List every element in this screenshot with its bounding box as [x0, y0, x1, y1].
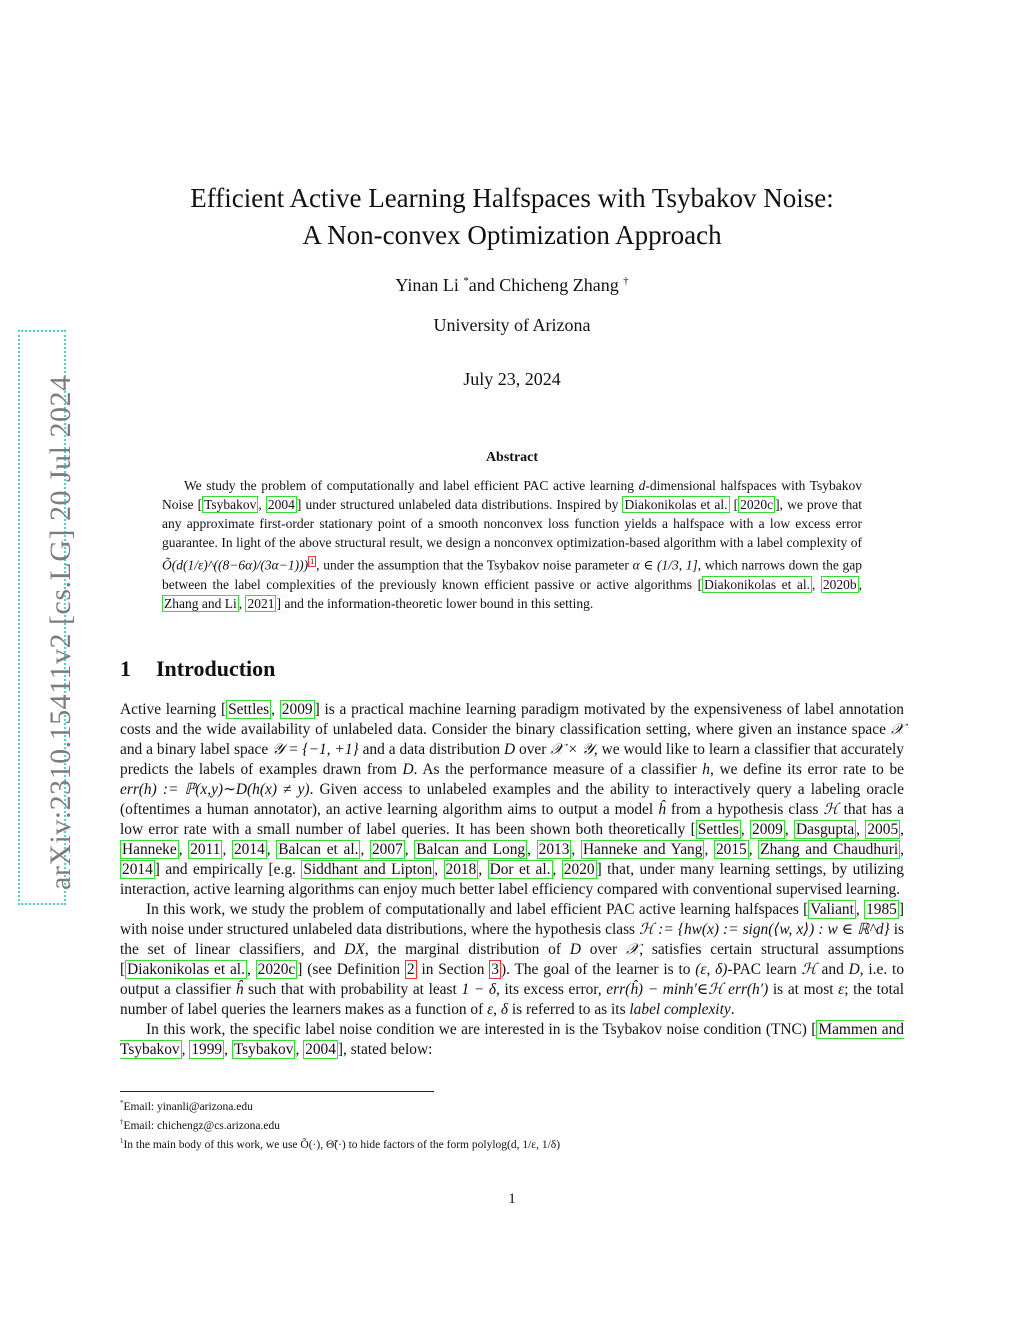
author-and: and: [468, 275, 495, 295]
text: and a data distribution: [358, 741, 504, 758]
math: ℋ: [801, 961, 817, 978]
citation-link[interactable]: Hanneke and Yang: [582, 841, 703, 858]
text: Active learning [: [120, 701, 227, 718]
author-2: Chicheng Zhang: [499, 275, 619, 295]
text: , i.e. to output a classifier: [120, 961, 905, 998]
abstract-paragraph: We study the problem of computationally and label efficient PAC active learning d-dimensional halfspaces with Tsybakov Noise [ Tsybakov , 2004 ] under structured unlabeled data distributions. Inspired by Diakonikolas et al. [ 2020c ], we prove that any approximate first-order stationary point of a smooth nonconvex loss function yields a halfspace with a low excess error guarantee. In light of the above structural result, we design a nonconvex optimization-based algorithm with a label complexity of Õ(d(1/ε)^((8−6α)/(3α−1))) $^1$ , under the assumption that the Tsybakov noise parameter α ∈ (1/3, 1], which narrows down the gap between the label complexities of the previously known efficient passive or active algorithms [ Diakonikolas et al. , 2020b , Zhang and Li , 2021 ] and the information-theoretic lower bound in this setting.: [162, 478, 862, 611]
math: ĥ: [235, 981, 244, 998]
text: ] that, under many learning settings, by utilizing interaction, active learning algorithms can enjoy much better label efficiency compared with conventional supervised learning.: [120, 861, 904, 898]
citation-link[interactable]: Diakonikolas et al.: [127, 961, 245, 978]
math: 𝒳: [625, 941, 640, 958]
text: ] (see Definition: [297, 961, 405, 978]
text: -dimensional halfspaces with Tsybakov Noise [: [162, 478, 862, 512]
math: err(h) := ℙ(x,y)∼D(h(x) ≠ y): [120, 781, 310, 798]
math: ε: [838, 981, 845, 998]
math: 𝒳: [890, 721, 904, 738]
citation-link[interactable]: 2014: [233, 841, 265, 858]
text: is the set of linear classifiers, and: [120, 921, 904, 958]
text: that has a low error rate with a small number of label queries. It has been shown both theoretically [: [120, 801, 904, 838]
emphasis: label complexity: [629, 1001, 731, 1018]
text: is referred to as its: [508, 1001, 630, 1018]
introduction-body: [120, 700, 904, 1060]
paper-title: [120, 180, 904, 254]
author-1: Yinan Li: [395, 275, 459, 295]
citation-link[interactable]: 2004: [267, 497, 295, 512]
math: (ε, δ): [695, 961, 728, 978]
citation-link[interactable]: 2018: [445, 861, 477, 878]
page-number: 1: [508, 1191, 516, 1207]
citation-link[interactable]: Balcan et al.: [278, 841, 359, 858]
math: ĥ: [658, 801, 666, 818]
citation-link[interactable]: 2020b: [822, 576, 857, 592]
citation-link[interactable]: Valiant: [810, 901, 854, 918]
citation-link[interactable]: 2009: [752, 821, 783, 838]
citation-link[interactable]: Zhang and Chaudhuri: [760, 841, 899, 858]
text: ] and the information-theoretic lower bound in this setting.: [276, 595, 594, 611]
text: from a hypothesis class: [665, 801, 824, 818]
citation-link[interactable]: 2020: [563, 861, 595, 878]
footnotes: [120, 1096, 904, 1152]
footnote-text: Email: chichengz@cs.arizona.edu: [123, 1119, 280, 1132]
footnote-mark: †: [120, 1118, 124, 1126]
text: ] and empirically [e.g.: [154, 861, 302, 878]
citation-link[interactable]: Settles: [228, 701, 270, 718]
text: , the marginal distribution of: [364, 941, 570, 958]
footnote-3: [120, 1134, 904, 1153]
citation-link[interactable]: 2014: [122, 861, 153, 878]
definition-link[interactable]: 2: [406, 961, 415, 978]
text: -PAC learn: [727, 961, 802, 978]
text: .: [730, 1001, 735, 1018]
citation-link[interactable]: Diakonikolas et al.: [624, 497, 728, 512]
paragraph-3: In this work, the specific label noise condition we are interested in is the Tsybakov noise condition (TNC) [ Mammen and Tsybakov , 1999 , Tsybakov , 2004 ], stated below:: [120, 1021, 904, 1058]
date: July 23, 2024: [463, 369, 561, 389]
text: is at most: [768, 981, 839, 998]
math: α ∈ (1/3, 1]: [632, 557, 698, 573]
math: 1 − δ: [461, 981, 496, 998]
math: d: [638, 478, 646, 493]
section-link[interactable]: 3: [491, 961, 499, 978]
citation-link[interactable]: 2009: [281, 701, 313, 718]
math: h: [702, 761, 710, 778]
section-number: 1: [120, 656, 131, 681]
text: over: [515, 741, 551, 758]
citation-link[interactable]: 1985: [866, 901, 897, 918]
text: , we would like to learn a classifier that accurately predicts the labels of examples drawn from: [120, 741, 904, 778]
math: 𝒴 = {−1, +1}: [272, 741, 359, 758]
citation-link[interactable]: 2021: [247, 595, 275, 611]
text: ] is a practical machine learning paradigm motivated by the expensiveness of label annotation costs and the wide availability of unlabeled data. Consider the binary classification setting, where given an instance space: [120, 701, 904, 738]
footnote-mark: 1: [120, 1137, 124, 1145]
text: . Given access to unlabeled examples and the ability to interactively query a labeling oracle (oftentimes a human annotator), an active learning algorithm aims to output a model: [120, 781, 904, 818]
math: 𝒳 × 𝒴: [550, 741, 594, 758]
text: We study the problem of computationally and label efficient PAC active learning: [184, 478, 639, 493]
text: In this work, the specific label noise condition we are interested in is the Tsybakov noise condition (TNC) [: [146, 1021, 817, 1038]
text: In this work, we study the problem of computationally and label efficient PAC active learning halfspaces [: [146, 901, 809, 918]
text: . As the performance measure of a classifier: [413, 761, 703, 778]
text: over: [580, 941, 626, 958]
text: ). The goal of the learner is to: [500, 961, 696, 978]
text: , satisfies certain structural assumptions [: [120, 941, 904, 978]
citation-link[interactable]: 2013: [538, 841, 570, 858]
math: err(ĥ) − minh′∈ℋ err(h′): [606, 981, 769, 998]
abstract-body: [162, 476, 862, 613]
text: in Section: [416, 961, 490, 978]
affiliation: University of Arizona: [433, 315, 591, 335]
abstract-heading: Abstract: [485, 450, 539, 465]
authors: [120, 275, 904, 296]
math: D: [402, 761, 414, 778]
title-line-1: Efficient Active Learning Halfspaces with Tsybakov Noise:: [190, 183, 834, 213]
text: , under the assumption that the Tsybakov noise parameter: [316, 557, 633, 573]
paragraph-1: Active learning [ Settles , 2009 ] is a practical machine learning paradigm motivated by the expensiveness of label annotation costs and the wide availability of unlabeled data. Consider the binary classification setting, where given an instance space 𝒳 and a binary label space 𝒴 = {−1, +1} and a data distribution D over 𝒳 × 𝒴, we would like to learn a classifier that accurately predicts the labels of examples drawn from D. As the performance measure of a classifier h, we define its error rate to be err(h) := ℙ(x,y)∼D(h(x) ≠ y). Given access to unlabeled examples and the ability to interactively query a labeling oracle (oftentimes a human annotator), an active learning algorithm aims to output a model ĥ from a hypothesis class ℋ that has a low error rate with a small number of label queries. It has been shown both theoretically [ Settles , 2009 , Dasgupta , 2005 , Hanneke , 2011 , 2014 , Balcan et al. , 2007 , Balcan and Long , 2013 , Hanneke and Yang , 2015 , Zhang and Chaudhuri , 2014 ] and empirically [e.g. Siddhant and Lipton , 2018 , Dor et al. , 2020 ] that, under many learning settings, by utilizing interaction, active learning algorithms can enjoy much better label efficiency compared with conventional supervised learning.: [120, 701, 905, 898]
citation-link[interactable]: Settles: [697, 821, 739, 838]
text: ] with noise under structured unlabeled data distributions, where the hypothesis class: [120, 901, 905, 938]
citation-link[interactable]: Mammen and Tsybakov: [120, 1021, 904, 1058]
math: Õ(d(1/ε)^((8−6α)/(3α−1))): [162, 557, 309, 573]
citation-link[interactable]: Siddhant and Lipton: [303, 861, 433, 878]
citation-link[interactable]: Tsybakov: [204, 497, 257, 512]
citation-link[interactable]: 2005: [867, 821, 899, 838]
text: ; the total number of label queries the learners makes as a function of: [120, 981, 904, 1018]
citation-link[interactable]: 2020c: [740, 497, 774, 512]
section-heading: [120, 656, 275, 682]
author-1-mark: *: [463, 275, 469, 287]
text: such that with probability at least: [243, 981, 462, 998]
text: ], stated below:: [337, 1041, 433, 1058]
footnote-2: [120, 1115, 904, 1134]
text: , we define its error rate to be: [709, 761, 905, 778]
footnote-1: [120, 1096, 904, 1115]
citation-link[interactable]: 1999: [191, 1041, 223, 1058]
section-title: Introduction: [156, 656, 276, 681]
text: , which narrows down the gap between the label complexities of the previously known efficient passive or active algorithms [: [162, 557, 862, 592]
citation-link[interactable]: 2020c: [257, 961, 296, 978]
text: and: [816, 961, 849, 978]
math: ε, δ: [487, 1001, 509, 1018]
citation-link[interactable]: Balcan and Long: [416, 841, 526, 858]
paragraph-2: In this work, we study the problem of computationally and label efficient PAC active learning halfspaces [ Valiant , 1985 ] with noise under structured unlabeled data distributions, where the hypothesis class ℋ := {hw(x) := sign(⟨w, x⟩) : w ∈ ℝ^d} is the set of linear classifiers, and DX, the marginal distribution of D over 𝒳, satisfies certain structural assumptions [ Diakonikolas et al. , 2020c ] (see Definition 2 in Section 3 ). The goal of the learner is to (ε, δ)-PAC learn ℋ and D, i.e. to output a classifier ĥ such that with probability at least 1 − δ, its excess error, err(ĥ) − minh′∈ℋ err(h′) is at most ε; the total number of label queries the learners makes as a function of ε, δ is referred to as its label complexity.: [120, 901, 905, 1018]
text: and a binary label space: [120, 741, 273, 758]
math: ℋ: [823, 801, 839, 818]
citation-link[interactable]: 2015: [715, 841, 747, 858]
title-line-2: A Non-convex Optimization Approach: [302, 220, 722, 250]
citation-link[interactable]: Hanneke: [122, 841, 177, 858]
footnote-divider: [120, 1091, 434, 1092]
math: D: [848, 961, 860, 978]
footnote-text: Email: yinanli@arizona.edu: [123, 1100, 253, 1113]
footnote-mark: *: [120, 1100, 124, 1107]
math: ℋ := {hw(x) := sign(⟨w, x⟩) : w ∈ ℝ^d}: [639, 921, 890, 938]
author-2-mark: †: [623, 275, 629, 287]
citation-link[interactable]: 2011: [190, 841, 221, 858]
math: DX: [344, 941, 365, 958]
citation-link[interactable]: Zhang and Li: [164, 595, 237, 611]
footnote-link[interactable]: 1: [310, 557, 315, 566]
citation-link[interactable]: Dor et al.: [489, 861, 551, 878]
text: , its excess error,: [495, 981, 607, 998]
footnote-text: In the main body of this work, we use Õ(·), Θ̃(·) to hide factors of the form polylog(d, 1/ε, 1/δ): [123, 1138, 561, 1151]
citation-link[interactable]: Tsybakov: [233, 1041, 294, 1058]
citation-link[interactable]: 2007: [371, 841, 403, 858]
citation-link[interactable]: 2004: [305, 1041, 336, 1058]
text: ], we prove that any approximate first-order stationary point of a smooth nonconvex loss function yields a halfspace with a low excess error guarantee. In light of the above structural result, we design a nonconvex optimization-based algorithm with a label complexity of: [162, 497, 862, 550]
arxiv-identifier[interactable]: arXiv:2310.15411v2 [cs.LG] 20 Jul 2024: [44, 375, 77, 890]
math: D: [569, 941, 581, 958]
text: ] under structured unlabeled data distributions. Inspired by: [296, 497, 623, 512]
citation-link[interactable]: Diakonikolas et al.: [704, 576, 810, 592]
math: D: [503, 741, 516, 758]
citation-link[interactable]: Dasgupta: [796, 821, 855, 838]
